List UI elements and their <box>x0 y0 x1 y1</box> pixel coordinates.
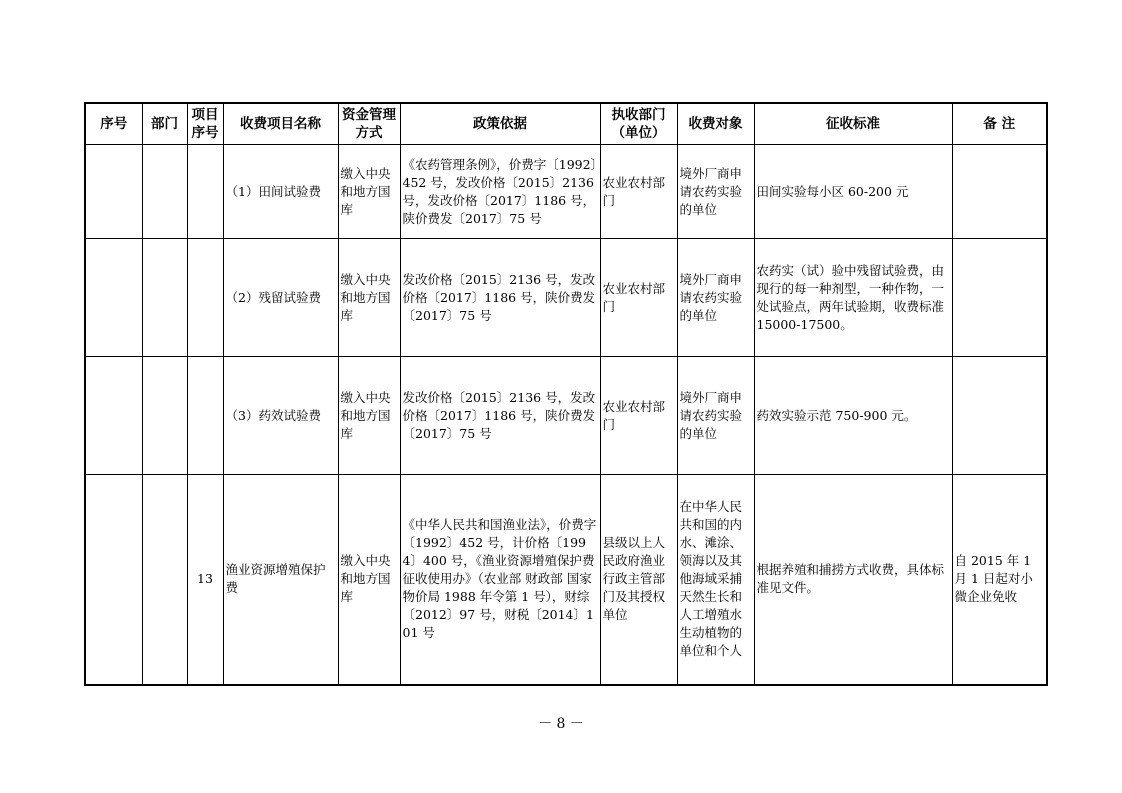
table-row <box>85 475 1047 685</box>
header-remark: 备 注 <box>952 103 1047 145</box>
cell-remark <box>952 145 1047 239</box>
cell-seq <box>85 239 142 357</box>
fee-table <box>84 102 1048 686</box>
cell-remark: 自 2015 年 1 月 1 日起对小微企业免收 <box>952 475 1047 685</box>
cell-dept <box>142 357 187 475</box>
table-row <box>85 239 1047 357</box>
header-seq: 序号 <box>85 103 142 145</box>
header-item-no: 项目序号 <box>187 103 223 145</box>
cell-seq <box>85 357 142 475</box>
cell-collector: 农业农村部门 <box>600 239 677 357</box>
cell-fund: 缴入中央和地方国库 <box>338 475 400 685</box>
cell-name: （1）田间试验费 <box>223 145 338 239</box>
cell-target: 在中华人民共和国的内水、滩涂、领海以及其他海域采捕天然生长和人工增殖水生动植物的单位和个人 <box>677 475 754 685</box>
cell-standard: 田间实验每小区 60-200 元 <box>754 145 952 239</box>
cell-dept <box>142 475 187 685</box>
page-number: － 8 － <box>538 716 584 732</box>
header-target: 收费对象 <box>677 103 754 145</box>
cell-standard: 根据养殖和捕捞方式收费，具体标准见文件。 <box>754 475 952 685</box>
table-row <box>85 357 1047 475</box>
cell-name: 渔业资源增殖保护费 <box>223 475 338 685</box>
cell-target: 境外厂商申请农药实验的单位 <box>677 239 754 357</box>
cell-fund: 缴入中央和地方国库 <box>338 357 400 475</box>
cell-name: （2）残留试验费 <box>223 239 338 357</box>
header-collector: 执收部门（单位） <box>600 103 677 145</box>
cell-dept <box>142 239 187 357</box>
cell-collector: 农业农村部门 <box>600 357 677 475</box>
header-policy: 政策依据 <box>400 103 600 145</box>
table-row <box>85 145 1047 239</box>
header-name: 收费项目名称 <box>223 103 338 145</box>
cell-dept <box>142 145 187 239</box>
cell-seq <box>85 475 142 685</box>
cell-policy: 《中华人民共和国渔业法》，价费字〔1992〕452 号，计价格〔1994〕400 号，《渔业资源增殖保护费征收使用办》（农业部 财政部 国家物价局 1988 年令第 1 号），财综〔2012〕97 号，财税〔2014〕101 号 <box>400 475 600 685</box>
cell-fund: 缴入中央和地方国库 <box>338 239 400 357</box>
cell-item-no <box>187 239 223 357</box>
cell-standard: 药效实验示范 750-900 元。 <box>754 357 952 475</box>
cell-item-no <box>187 357 223 475</box>
cell-policy: 发改价格〔2015〕2136 号，发改价格〔2017〕1186 号，陕价费发〔2017〕75 号 <box>400 239 600 357</box>
cell-item-no <box>187 145 223 239</box>
cell-seq <box>85 145 142 239</box>
cell-remark <box>952 357 1047 475</box>
cell-remark <box>952 239 1047 357</box>
cell-target: 境外厂商申请农药实验的单位 <box>677 145 754 239</box>
header-standard: 征收标准 <box>754 103 952 145</box>
cell-policy: 发改价格〔2015〕2136 号，发改价格〔2017〕1186 号，陕价费发〔2017〕75 号 <box>400 357 600 475</box>
cell-fund: 缴入中央和地方国库 <box>338 145 400 239</box>
cell-name: （3）药效试验费 <box>223 357 338 475</box>
cell-collector: 县级以上人民政府渔业行政主管部门及其授权单位 <box>600 475 677 685</box>
cell-target: 境外厂商申请农药实验的单位 <box>677 357 754 475</box>
cell-collector: 农业农村部门 <box>600 145 677 239</box>
cell-policy: 《农药管理条例》，价费字〔1992〕452 号，发改价格〔2015〕2136 号，发改价格〔2017〕1186 号，陕价费发〔2017〕75 号 <box>400 145 600 239</box>
header-fund: 资金管理方式 <box>338 103 400 145</box>
cell-standard: 农药实（试）验中残留试验费，由现行的每一种剂型，一种作物，一处试验点，两年试验期，收费标准 15000-17500。 <box>754 239 952 357</box>
header-dept: 部门 <box>142 103 187 145</box>
cell-item-no: 13 <box>187 475 223 685</box>
header-row <box>85 103 1047 145</box>
